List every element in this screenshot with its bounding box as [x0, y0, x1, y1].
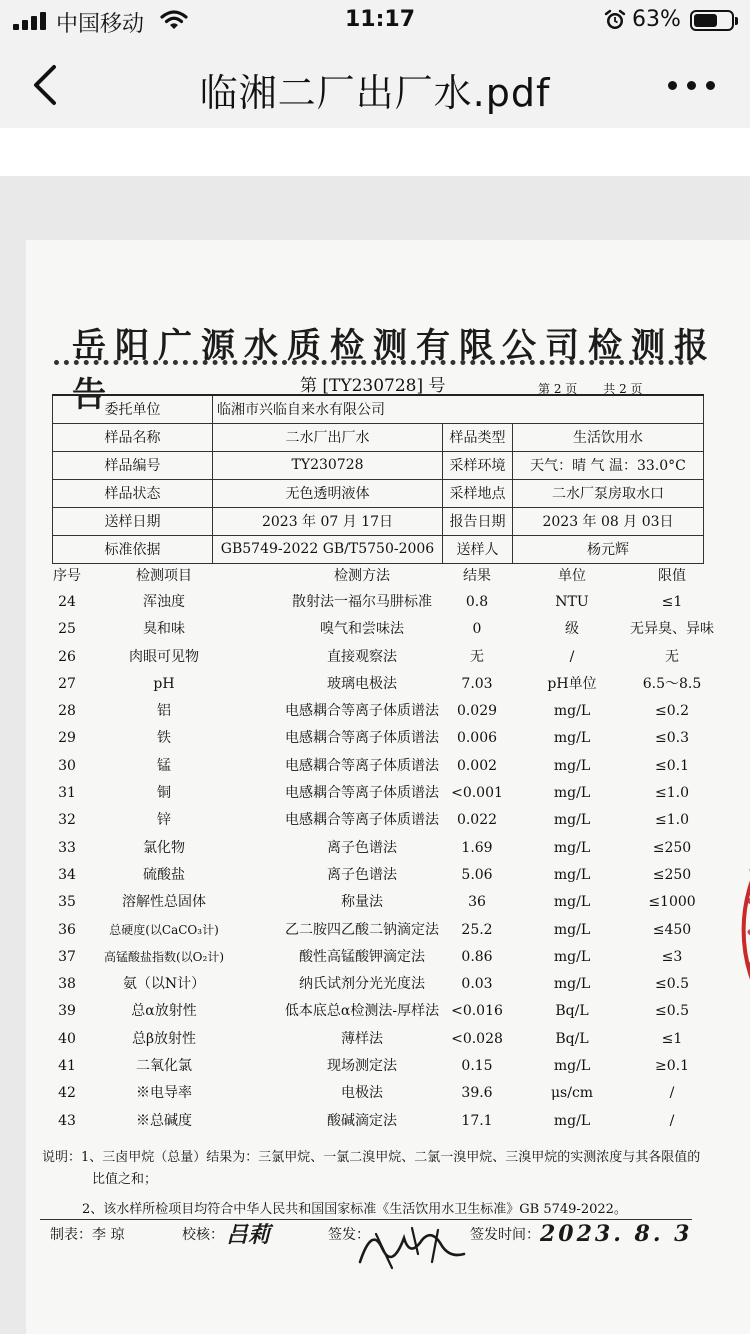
- note-1: 说明：1、三卤甲烷（总量）结果为：三氯甲烷、一氯二溴甲烷、二氯一溴甲烷、三溴甲烷的实测浓度与其各限值的: [42, 1150, 701, 1165]
- cell-no: 29: [58, 730, 76, 747]
- cell-limit: ≤1: [661, 1030, 683, 1047]
- cell-method: 直接观察法: [327, 648, 397, 665]
- cell-limit: /: [669, 1085, 675, 1102]
- cell-unit: mg/L: [553, 757, 591, 774]
- sender-value: 杨元辉: [513, 535, 704, 563]
- cell-unit: Bq/L: [555, 1030, 589, 1047]
- cell-method: 电感耦合等离子体质谱法: [285, 757, 439, 774]
- toolbar-spacer: [0, 128, 750, 176]
- table-row: [52, 752, 704, 779]
- cell-limit: ≤1.0: [655, 812, 689, 829]
- table-row: [52, 1079, 704, 1106]
- cell-no: 37: [58, 948, 76, 965]
- note-1-continued: 比值之和；: [92, 1172, 158, 1187]
- battery-percentage: 63%: [632, 7, 681, 32]
- table-row: [52, 834, 704, 861]
- column-no: 序号: [53, 568, 81, 584]
- battery-level-fill: [694, 14, 717, 27]
- table-row: [52, 970, 704, 997]
- cell-no: 30: [58, 757, 76, 774]
- checked-by-label: 校核：: [182, 1227, 224, 1243]
- report-date-value: 2023 年 08 月 03日: [513, 507, 704, 535]
- cell-item: 浑浊度: [143, 594, 185, 610]
- sample-name-value: 二水厂出厂水: [213, 423, 443, 451]
- cell-unit: Bq/L: [555, 1003, 589, 1020]
- sample-type-value: 生活饮用水: [513, 423, 704, 451]
- table-row: [52, 779, 704, 806]
- cell-method: 酸碱滴定法: [327, 1112, 397, 1129]
- cell-method: 薄样法: [341, 1030, 383, 1047]
- table-row: [52, 724, 704, 751]
- cell-no: 38: [58, 976, 76, 993]
- cell-item: 溶解性总固体: [122, 894, 206, 911]
- cell-limit: ≤250: [652, 866, 692, 883]
- cell-method: 离子色谱法: [327, 839, 397, 856]
- cell-limit: ≤0.5: [655, 976, 689, 993]
- table-row: [52, 643, 704, 670]
- status-bar: [0, 0, 750, 40]
- clock-time: 11:17: [345, 7, 416, 32]
- cell-method: 嗅气和尝味法: [320, 621, 404, 638]
- report-title: 岳阳广源水质检测有限公司检测报告: [72, 326, 717, 415]
- issue-time-value: 2023. 8. 3: [540, 1221, 693, 1247]
- delivery-date-value: 2023 年 07 月 17日: [213, 507, 443, 535]
- cell-result: <0.001: [451, 785, 503, 802]
- cell-no: 31: [58, 785, 76, 802]
- issue-time-label: 签发时间：: [470, 1227, 540, 1243]
- cell-result: 36: [468, 894, 486, 911]
- cell-item: 总α放射性: [131, 1003, 197, 1020]
- prepared-by: 制表：李 琼: [50, 1227, 125, 1243]
- cell-unit: mg/L: [553, 976, 591, 993]
- cell-result: 5.06: [461, 866, 493, 883]
- report-number: 第 [TY230728] 号: [300, 376, 446, 396]
- cell-item: pH: [153, 675, 175, 692]
- cell-result: 0.022: [456, 812, 498, 829]
- page-total: 共 2 页: [603, 382, 643, 396]
- cell-limit: /: [669, 1112, 675, 1129]
- client-label: 委托单位: [53, 395, 213, 423]
- company-seal-stamp: [712, 840, 750, 1020]
- client-value: 临湘市兴临自来水有限公司: [213, 395, 704, 423]
- cell-item: 铝: [157, 703, 171, 720]
- standard-value: GB5749-2022 GB/T5750-2006: [213, 535, 443, 563]
- alarm-clock-icon: [604, 9, 626, 31]
- cell-no: 26: [58, 648, 76, 665]
- carrier-name: 中国移动: [56, 12, 145, 37]
- column-item: 检测项目: [136, 568, 192, 584]
- column-result: 结果: [463, 568, 491, 584]
- cellular-signal-icon: [13, 12, 51, 30]
- column-method: 检测方法: [334, 568, 390, 584]
- cell-method: 散射法一福尔马肼标准: [292, 594, 432, 610]
- cell-unit: mg/L: [553, 703, 591, 720]
- table-row: [52, 861, 704, 888]
- cell-item: 氯化物: [143, 839, 185, 856]
- results-table-body: [52, 588, 714, 1134]
- table-row: [52, 697, 704, 724]
- sample-state-value: 无色透明液体: [213, 479, 443, 507]
- cell-unit: μs/cm: [550, 1085, 594, 1102]
- cell-result: 0: [472, 621, 482, 638]
- cell-no: 39: [58, 1003, 76, 1020]
- cell-item: 氨（以N计）: [122, 976, 206, 993]
- sampling-env-label: 采样环境: [443, 451, 513, 479]
- cell-result: 0.03: [461, 976, 493, 993]
- cell-item: 硫酸盐: [143, 866, 185, 883]
- cell-method: 电极法: [341, 1085, 383, 1102]
- cell-item: 铁: [157, 730, 171, 747]
- cell-limit: ≤1: [661, 594, 683, 610]
- cell-item: 总β放射性: [131, 1030, 197, 1047]
- more-horizontal-icon[interactable]: [664, 70, 720, 100]
- cell-no: 36: [58, 921, 76, 938]
- cell-unit: 级: [565, 621, 579, 638]
- approver-signature: [352, 1218, 472, 1272]
- cell-no: 40: [58, 1030, 76, 1047]
- battery-icon: [690, 10, 734, 31]
- checker-signature: 吕莉: [226, 1222, 271, 1248]
- cell-no: 35: [58, 894, 76, 911]
- cell-unit: /: [569, 648, 575, 665]
- note-2: 2、该水样所检项目均符合中华人民共和国国家标准《生活饮用水卫生标准》GB 5749-2022。: [82, 1202, 627, 1217]
- approved-by-label: 签发：: [328, 1227, 370, 1243]
- cell-result: 0.8: [465, 594, 489, 610]
- cell-limit: ≤1.0: [655, 785, 689, 802]
- cell-item: ※电导率: [136, 1085, 192, 1102]
- cell-item: 总硬度(以CaCO₃计): [109, 922, 219, 937]
- cell-method: 称量法: [341, 894, 383, 911]
- cell-limit: ≤0.1: [655, 757, 689, 774]
- cell-unit: mg/L: [553, 866, 591, 883]
- cell-method: 现场测定法: [327, 1058, 397, 1075]
- cell-limit: 6.5～8.5: [642, 675, 702, 692]
- cell-no: 41: [58, 1058, 76, 1075]
- cell-result: 7.03: [461, 675, 493, 692]
- table-row: [52, 615, 714, 642]
- document-title: 临湘二厂出厂水.pdf: [199, 71, 551, 115]
- cell-item: ※总碱度: [136, 1112, 192, 1129]
- sample-state-label: 样品状态: [53, 479, 213, 507]
- cell-unit: NTU: [555, 594, 589, 610]
- cell-method: 电感耦合等离子体质谱法: [285, 703, 439, 720]
- cell-item: 二氧化氯: [136, 1058, 192, 1075]
- cell-method: 酸性高锰酸钾滴定法: [299, 948, 425, 965]
- cell-limit: ≤0.3: [655, 730, 689, 747]
- cell-method: 纳氏试剂分光光度法: [299, 976, 425, 993]
- sample-no-label: 样品编号: [53, 451, 213, 479]
- results-header: [52, 562, 704, 590]
- column-unit: 单位: [558, 568, 586, 584]
- cell-limit: ≥0.1: [655, 1058, 689, 1075]
- sampling-place-value: 二水厂泵房取水口: [513, 479, 704, 507]
- cell-method: 电感耦合等离子体质谱法: [285, 785, 439, 802]
- cell-limit: 无: [665, 648, 679, 665]
- sampling-env-value: 天气：晴 气 温：33.0°C: [513, 451, 704, 479]
- table-row: [52, 997, 704, 1024]
- cell-unit: mg/L: [553, 948, 591, 965]
- cell-no: 27: [58, 675, 76, 692]
- cell-no: 33: [58, 839, 76, 856]
- cell-limit: ≤3: [661, 948, 683, 965]
- cell-result: 0.002: [456, 757, 498, 774]
- cell-unit: mg/L: [553, 1112, 591, 1129]
- sample-type-label: 样品类型: [443, 423, 513, 451]
- cell-unit: mg/L: [553, 730, 591, 747]
- table-row: [52, 1052, 704, 1079]
- standard-label: 标准依据: [53, 535, 213, 563]
- cell-item: 铜: [157, 785, 171, 802]
- sample-no-value: TY230728: [213, 451, 443, 479]
- cell-limit: ≤0.5: [655, 1003, 689, 1020]
- wifi-icon: [160, 9, 188, 31]
- cell-no: 34: [58, 866, 76, 883]
- delivery-date-label: 送样日期: [53, 507, 213, 535]
- table-row: [52, 1025, 704, 1052]
- page-number: 第 2 页: [538, 382, 578, 396]
- cell-item: 锌: [157, 812, 171, 829]
- cell-method: 电感耦合等离子体质谱法: [285, 812, 439, 829]
- table-row: [52, 670, 704, 697]
- cell-limit: ≤250: [652, 839, 692, 856]
- cell-result: 0.029: [456, 703, 498, 720]
- cell-result: <0.028: [451, 1030, 503, 1047]
- cell-unit: mg/L: [553, 839, 591, 856]
- cell-result: 1.69: [461, 839, 493, 856]
- cell-no: 25: [58, 621, 76, 638]
- cell-limit: 无异臭、异味: [630, 621, 714, 638]
- cell-method: 乙二胺四乙酸二钠滴定法: [285, 921, 439, 938]
- cell-limit: ≤0.2: [655, 703, 689, 720]
- table-row: [52, 588, 704, 615]
- sampling-place-label: 采样地点: [443, 479, 513, 507]
- table-row: [52, 888, 704, 915]
- table-row: [52, 916, 704, 943]
- cell-no: 32: [58, 812, 76, 829]
- title-divider: [54, 360, 694, 365]
- cell-item: 高锰酸盐指数(以O₂计): [103, 949, 224, 964]
- cell-result: 0.86: [461, 948, 493, 965]
- table-row: [52, 806, 704, 833]
- cell-limit: ≤450: [652, 921, 692, 938]
- cell-no: 28: [58, 703, 76, 720]
- cell-method: 玻璃电极法: [327, 675, 397, 692]
- cell-item: 臭和味: [143, 621, 185, 638]
- cell-result: 39.6: [461, 1085, 493, 1102]
- cell-item: 锰: [157, 757, 171, 774]
- sender-label: 送样人: [443, 535, 513, 563]
- cell-limit: ≤1000: [648, 894, 696, 911]
- cell-result: 0.006: [456, 730, 498, 747]
- table-row: [52, 943, 704, 970]
- cell-no: 42: [58, 1085, 76, 1102]
- cell-method: 低本底总α检测法-厚样法: [284, 1003, 440, 1020]
- cell-method: 电感耦合等离子体质谱法: [285, 730, 439, 747]
- cell-unit: mg/L: [553, 894, 591, 911]
- table-row: [52, 1107, 704, 1134]
- cell-result: 25.2: [461, 921, 493, 938]
- cell-unit: mg/L: [553, 921, 591, 938]
- cell-unit: mg/L: [553, 785, 591, 802]
- cell-result: 无: [470, 648, 484, 665]
- cell-no: 24: [58, 594, 76, 610]
- cell-no: 43: [58, 1112, 76, 1129]
- cell-unit: pH单位: [547, 675, 597, 692]
- sample-info-table: [52, 394, 704, 564]
- sample-name-label: 样品名称: [53, 423, 213, 451]
- cell-unit: mg/L: [553, 1058, 591, 1075]
- navigation-bar: [0, 40, 750, 128]
- cell-result: 17.1: [461, 1112, 493, 1129]
- cell-item: 肉眼可见物: [129, 648, 199, 665]
- column-limit: 限值: [658, 568, 686, 584]
- cell-result: <0.016: [451, 1003, 503, 1020]
- cell-method: 离子色谱法: [327, 866, 397, 883]
- cell-result: 0.15: [461, 1058, 493, 1075]
- cell-unit: mg/L: [553, 812, 591, 829]
- report-date-label: 报告日期: [443, 507, 513, 535]
